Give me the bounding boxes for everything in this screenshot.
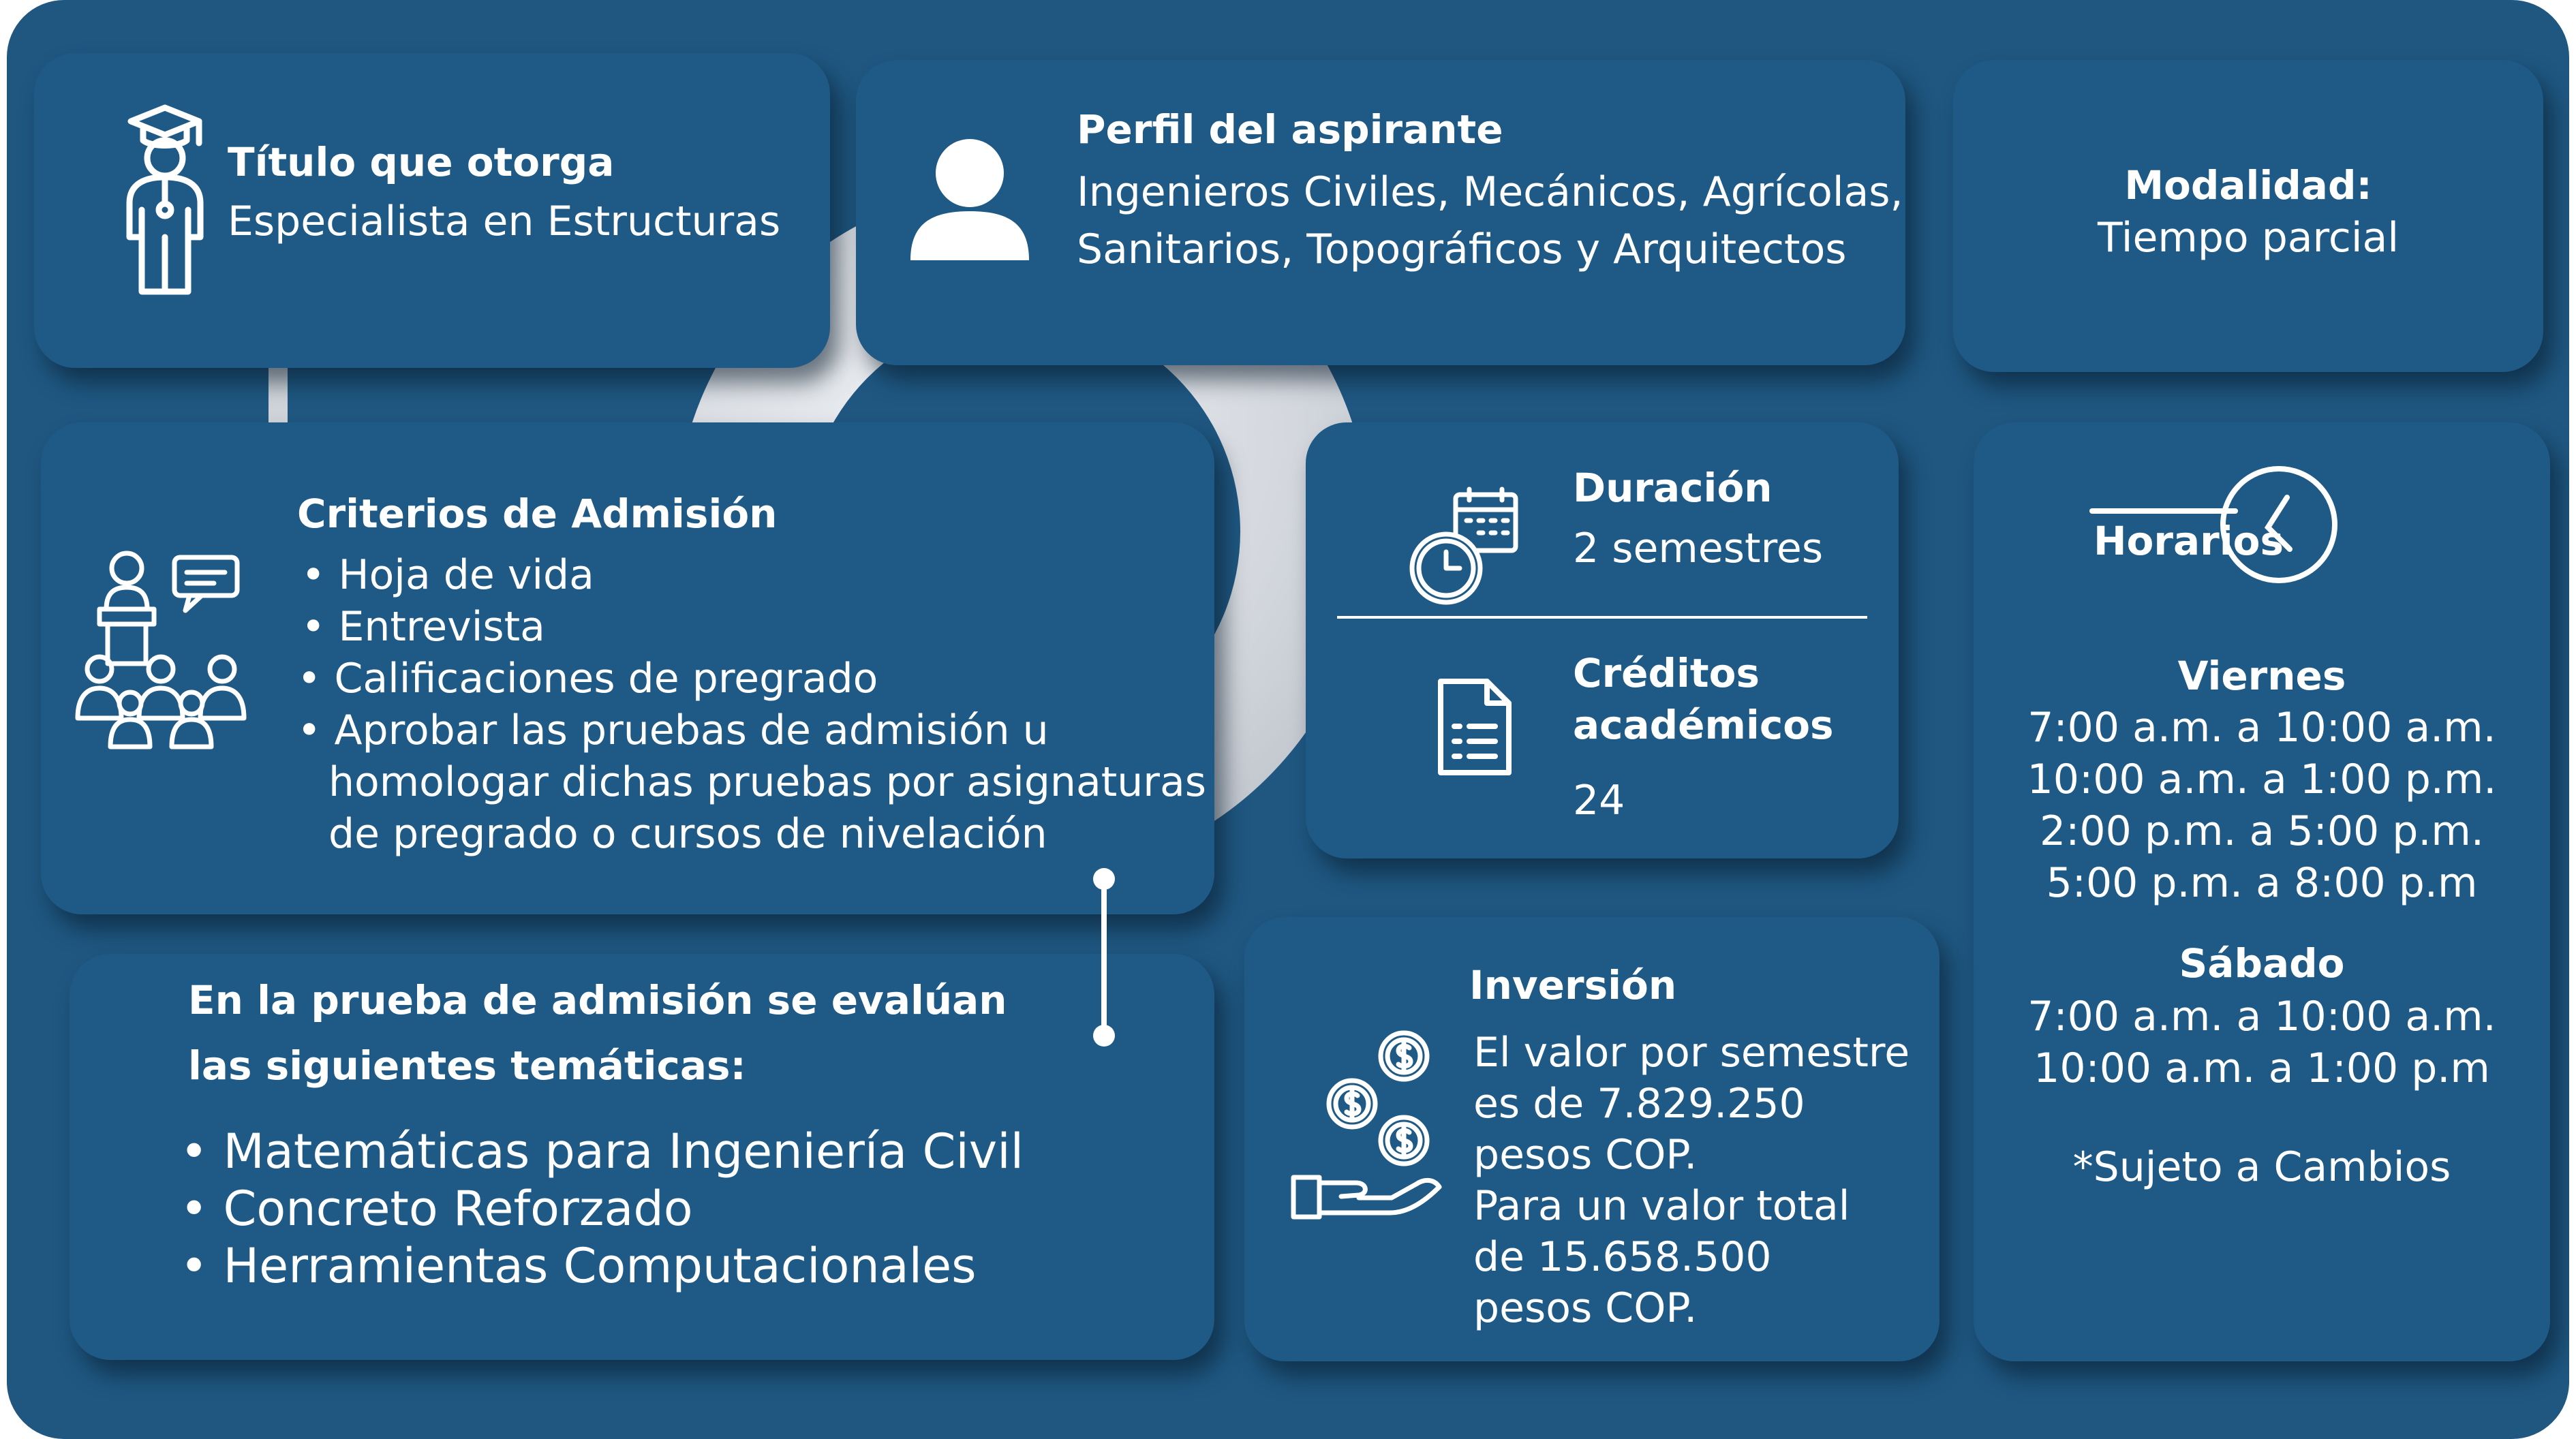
creditos-value: 24 bbox=[1573, 777, 1625, 824]
prueba-card bbox=[70, 954, 1214, 1360]
horario-item: 2:00 p.m. a 5:00 p.m. bbox=[2040, 807, 2484, 855]
calendar-clock-icon bbox=[1408, 485, 1524, 608]
perfil-card bbox=[856, 60, 1905, 365]
perfil-lines bbox=[1077, 164, 1903, 278]
titulo-value: Especialista en Estructuras bbox=[228, 198, 781, 245]
background-panel bbox=[7, 0, 2569, 1439]
titulo-heading: Título que otorga bbox=[228, 139, 615, 185]
horario-item: 5:00 p.m. a 8:00 p.m bbox=[2046, 859, 2478, 907]
inversion-heading: Inversión bbox=[1469, 962, 1677, 1008]
criterios-item: • Entrevista bbox=[301, 603, 545, 651]
modalidad-heading: Modalidad: bbox=[2124, 162, 2372, 208]
connector-line bbox=[1090, 868, 1118, 1045]
modalidad-value: Tiempo parcial bbox=[2097, 214, 2399, 262]
titulo-card bbox=[34, 53, 830, 368]
graduate-icon bbox=[117, 101, 213, 298]
viernes-list bbox=[1974, 702, 2550, 909]
prueba-list bbox=[180, 1123, 1024, 1295]
document-icon bbox=[1435, 676, 1514, 778]
prueba-item: • Herramientas Computacionales bbox=[180, 1238, 977, 1294]
inversion-line: de 15.658.500 bbox=[1473, 1233, 1772, 1281]
horario-item: 7:00 a.m. a 10:00 a.m. bbox=[2027, 704, 2496, 752]
viernes-label: Viernes bbox=[2177, 653, 2346, 699]
inversion-card bbox=[1244, 917, 1939, 1361]
prueba-heading-1: En la prueba de admisión se evalúan bbox=[188, 977, 1007, 1023]
criterios-item: homologar dichas pruebas por asignaturas bbox=[328, 758, 1206, 806]
criterios-heading: Criterios de Admisión bbox=[297, 491, 778, 537]
perfil-line: Ingenieros Civiles, Mecánicos, Agrícolas, bbox=[1077, 168, 1903, 216]
inversion-line: pesos COP. bbox=[1473, 1131, 1698, 1179]
sabado-list bbox=[1974, 991, 2550, 1094]
modalidad-card bbox=[1953, 60, 2543, 372]
audience-icon bbox=[72, 548, 263, 752]
horarios-heading: Horarios bbox=[2094, 518, 2284, 564]
prueba-heading-2: las siguientes temáticas: bbox=[188, 1042, 746, 1089]
duracion-creditos-card bbox=[1306, 422, 1899, 858]
coins-hand-icon bbox=[1288, 1026, 1445, 1224]
perfil-heading: Perfil del aspirante bbox=[1077, 106, 1503, 153]
criterios-item: • Hoja de vida bbox=[301, 551, 594, 599]
prueba-item: • Concreto Reforzado bbox=[180, 1181, 693, 1237]
creditos-heading-2: académicos bbox=[1573, 702, 1834, 748]
sabado-label: Sábado bbox=[2179, 940, 2345, 987]
criterios-item: • Aprobar las pruebas de admisión u bbox=[297, 707, 1049, 754]
creditos-heading-1: Créditos bbox=[1573, 650, 1760, 696]
horarios-note: *Sujeto a Cambios bbox=[2072, 1143, 2451, 1191]
criterios-list bbox=[297, 549, 1206, 860]
criterios-item: • Calificaciones de pregrado bbox=[297, 655, 878, 702]
duracion-heading: Duración bbox=[1573, 465, 1773, 511]
criterios-card bbox=[41, 422, 1214, 914]
divider bbox=[1337, 616, 1867, 619]
criterios-item: de pregrado o cursos de nivelación bbox=[328, 810, 1047, 858]
perfil-line: Sanitarios, Topográficos y Arquitectos bbox=[1077, 226, 1847, 273]
inversion-line: Para un valor total bbox=[1473, 1182, 1850, 1230]
inversion-line: es de 7.829.250 bbox=[1473, 1080, 1805, 1128]
horario-item: 10:00 a.m. a 1:00 p.m. bbox=[2027, 756, 2497, 803]
horario-item: 7:00 a.m. a 10:00 a.m. bbox=[2027, 993, 2496, 1040]
user-icon bbox=[905, 131, 1034, 260]
duracion-value: 2 semestres bbox=[1573, 525, 1824, 572]
horarios-card bbox=[1974, 422, 2550, 1361]
inversion-line: pesos COP. bbox=[1473, 1284, 1698, 1332]
inversion-line: El valor por semestre bbox=[1473, 1029, 1910, 1077]
inversion-lines bbox=[1473, 1027, 1910, 1334]
prueba-item: • Matemáticas para Ingeniería Civil bbox=[180, 1124, 1024, 1179]
horario-item: 10:00 a.m. a 1:00 p.m bbox=[2034, 1045, 2490, 1092]
